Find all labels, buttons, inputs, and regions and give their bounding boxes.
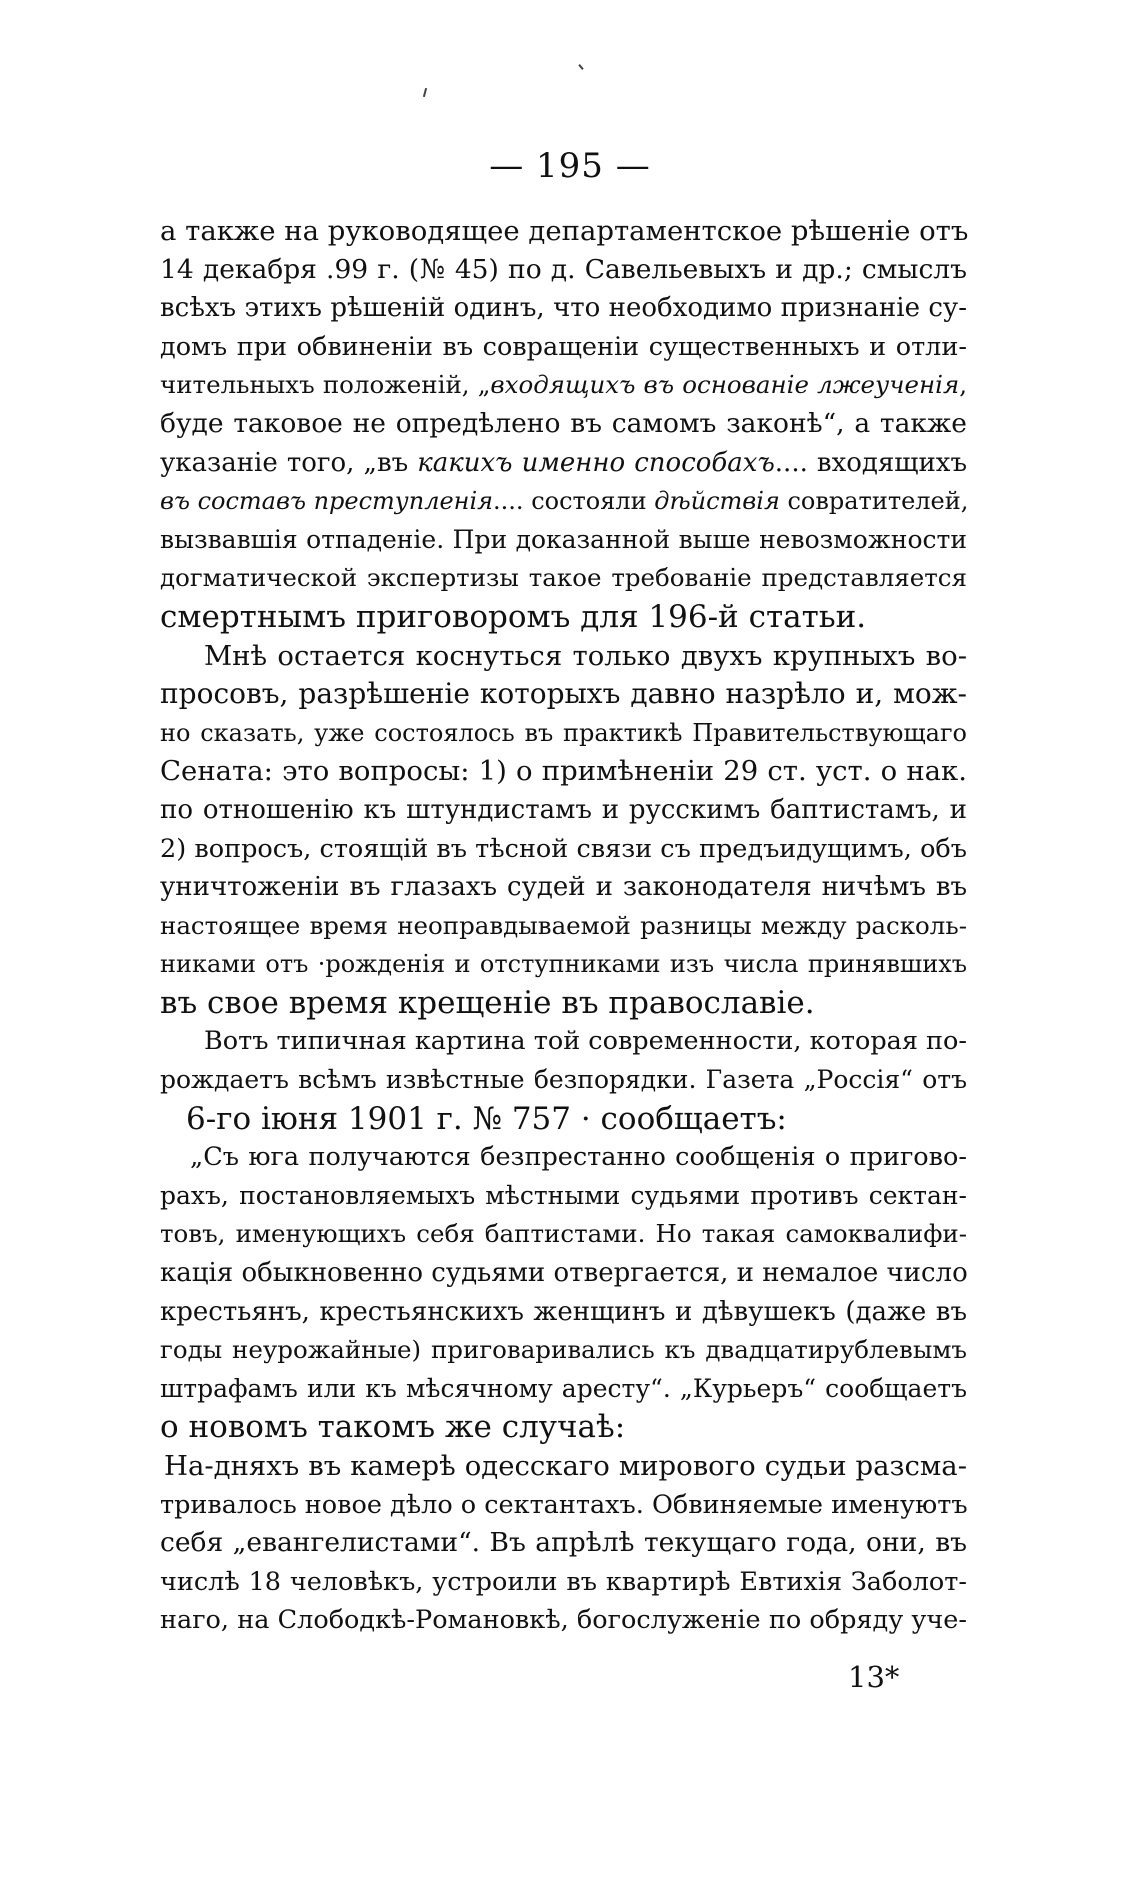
text-line: указаніе того, „въ какихъ именно способахъ.... входящихъ — [160, 447, 967, 478]
text-line: вызвавшія отпаденіе. При доказанной выше невозможности — [160, 524, 967, 554]
text-line: „Съ юга получаются безпрестанно сообщенія о пригово- — [190, 1142, 967, 1173]
text-line: тривалось новое дѣло о сектантахъ. Обвиняемые именуютъ — [160, 1489, 968, 1520]
text-line: въ свое время крещеніе въ православіе. — [160, 984, 815, 1021]
text-line: годы неурожайные) приговаривались къ двадцатирублевымъ — [160, 1335, 967, 1365]
text-line: рождаетъ всѣмъ извѣстные безпорядки. Газета „Россія“ отъ — [160, 1065, 967, 1095]
paper-speck — [578, 64, 583, 70]
paper-speck — [423, 88, 427, 97]
paragraph — [160, 212, 967, 637]
text-line: но сказать, уже состоялось въ практикѣ Правительствующаго — [160, 718, 967, 747]
text-line: просовъ, разрѣшеніе которыхъ давно назрѣло и, мож- — [160, 677, 967, 711]
body-text — [160, 212, 967, 1640]
text-line: въ составъ преступленія.... состояли дѣйствія совратителей, — [160, 487, 969, 516]
paragraph — [160, 1447, 967, 1640]
italic-word: дѣйствія — [654, 487, 780, 516]
text-line: числѣ 18 человѣкъ, устроили въ квартирѣ Евтихія Заболот- — [160, 1566, 967, 1597]
text-line: Вотъ типичная картина той современности, которая по- — [204, 1026, 968, 1057]
text-line: настоящее время неоправдываемой разницы между расколь- — [160, 910, 967, 940]
signature-mark: 13* — [848, 1660, 900, 1694]
text-line: буде таковое не опредѣлено въ самомъ законѣ“, а также — [160, 407, 967, 439]
text-line: уничтоженіи въ глазахъ судей и законодателя ничѣмъ въ — [160, 872, 967, 903]
text-line: себя „евангелистами“. Въ апрѣлѣ текущаго года, они, въ — [160, 1527, 967, 1559]
text-line: Сената: это вопросы: 1) о примѣненіи 29 ст. уст. о нак. — [160, 755, 967, 788]
text-line: никами отъ ·рожденія и отступниками изъ числа принявшихъ — [160, 950, 967, 979]
text-line: штрафамъ или къ мѣсячному аресту“. „Курьеръ“ сообщаетъ — [160, 1373, 967, 1403]
italic-quote: какихъ именно способахъ — [417, 447, 775, 478]
paragraph — [160, 1022, 967, 1138]
text-line: а также на руководящее департаментское рѣшеніе отъ — [160, 215, 969, 247]
text-line: наго, на Слободкѣ-Романовкѣ, богослуженіе по обряду уче- — [160, 1605, 967, 1636]
text-line: крестьянъ, крестьянскихъ женщинъ и дѣвушекъ (даже въ — [160, 1296, 967, 1327]
text-line: всѣхъ этихъ рѣшеній одинъ, что необходимо признаніе су- — [160, 293, 967, 324]
text-line: товъ, именующихъ себя баптистами. Но такая самоквалифи- — [160, 1219, 967, 1249]
text-line: по отношенію къ штундистамъ и русскимъ баптистамъ, и — [160, 794, 967, 825]
text-line: домъ при обвиненіи въ совращеніи существенныхъ и отли- — [160, 331, 967, 362]
text-line: Мнѣ остается коснуться только двухъ крупныхъ во- — [204, 639, 967, 672]
quotation — [160, 1138, 967, 1447]
paragraph — [160, 637, 967, 1023]
text-line: 6-го іюня 1901 г. № 757 · сообщаетъ: — [186, 1100, 787, 1137]
page-number: — 195 — — [489, 146, 651, 186]
text-line: догматической экспертизы такое требованіе представляется — [160, 563, 967, 593]
text-line: 2) вопросъ, стоящій въ тѣсной связи съ предъидущимъ, объ — [160, 833, 967, 864]
text-line: смертнымъ приговоромъ для 196-й статьи. — [160, 598, 867, 635]
text-line: о новомъ такомъ же случаѣ: — [160, 1409, 626, 1446]
text-line: рахъ, постановляемыхъ мѣстными судьями противъ сектан- — [160, 1180, 967, 1210]
text-line: На-дняхъ въ камерѣ одесскаго мирового судьи разсма- — [164, 1450, 967, 1482]
text-line: 14 декабря .99 г. (№ 45) по д. Савельевыхъ и др.; смыслъ — [160, 253, 967, 285]
text-line: кація обыкновенно судьями отвергается, и немалое число — [160, 1258, 968, 1289]
text-line: чительныхъ положеній, „входящихъ въ основаніе лжеученія, — [160, 370, 967, 400]
italic-quote: въ составъ преступленія — [160, 487, 494, 516]
italic-quote: входящихъ въ основаніе лжеученія — [490, 370, 960, 400]
